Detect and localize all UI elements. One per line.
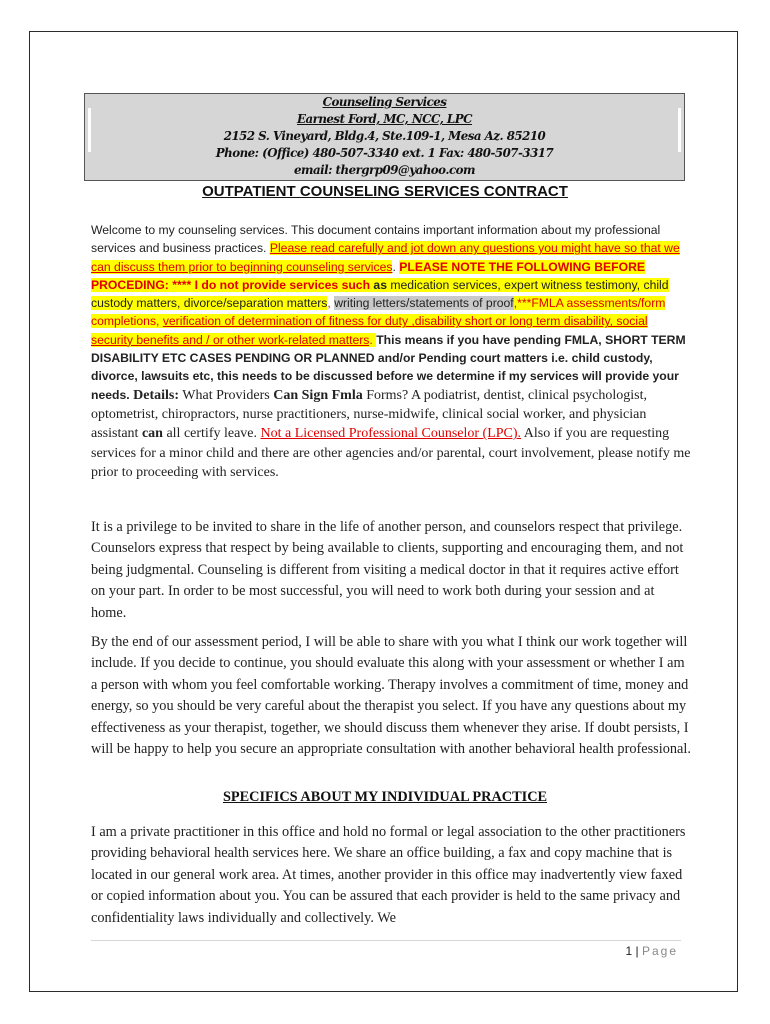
intro-fitness-for-duty: verification of determination of fitness for duty ,disability short or long term disability, social security benefits and / or other work-related matters bbox=[91, 314, 648, 347]
intro-period-2: . bbox=[369, 332, 377, 347]
letterhead-box bbox=[84, 93, 685, 181]
intro-what-providers: What Providers bbox=[179, 387, 274, 403]
page-separator: | bbox=[632, 944, 642, 958]
intro-certify-leave: all certify leave. bbox=[162, 426, 261, 442]
page-number: 1 bbox=[625, 944, 633, 958]
letterhead-address: 2152 S. Vineyard, Bldg.4, Ste.109-1, Mesa Az. 85210 bbox=[223, 129, 546, 143]
intro-fmla-forms: ,***FMLA assessments/form completions, bbox=[91, 296, 666, 329]
section-heading-specifics: SPECIFICS ABOUT MY INDIVIDUAL PRACTICE bbox=[222, 789, 548, 805]
intro-period: . bbox=[392, 259, 400, 274]
intro-welcome-text: Welcome to my counseling services. This document contains important information about my professional services and business practices. bbox=[91, 223, 661, 256]
intro-minor-child-note: Also if you are requesting services for a minor child and there are other agencies and/or parental, court involvement, please notify me prior to proceeding with services. bbox=[91, 426, 691, 480]
contract-title: OUTPATIENT COUNSELING SERVICES CONTRACT bbox=[202, 183, 568, 200]
page-label: Page bbox=[641, 944, 678, 958]
footer-divider bbox=[91, 940, 681, 941]
intro-details-label: Details: bbox=[129, 387, 180, 403]
intro-comma: , bbox=[327, 296, 335, 311]
intro-excluded-services: medication services, expert witness testimony, child custody matters, divorce/separation matters bbox=[91, 277, 669, 311]
intro-paragraph bbox=[91, 221, 691, 482]
page-footer bbox=[625, 944, 678, 958]
intro-please-note-warning: PLEASE NOTE THE FOLLOWING BEFORE PROCEDING: **** I do not provide services such bbox=[91, 259, 646, 292]
intro-as-word: as bbox=[370, 277, 391, 292]
letterhead-phone-fax: Phone: (Office) 480-507-3340 ext. 1 Fax: 480-507-3317 bbox=[215, 146, 554, 160]
intro-pending-cases-notice: This means if you have pending FMLA, SHORT TERM DISABILITY ETC CASES PENDING OR PLANNED and/or Pending court matters i.e. child custody, divorce, lawsuits etc, this needs to be discussed before we determine if my services will provide your needs. bbox=[91, 332, 686, 402]
intro-providers-list: Forms? A podiatrist, dentist, clinical psychologist, optometrist, chiropractors, nurse practitioners, nurse-midwife, clinical social worker, and physician assistant bbox=[91, 387, 647, 442]
privilege-paragraph: It is a privilege to be invited to share in the life of another person, and counselors respect that privilege. Counselors express that respect by being available to clients, supporting and encouraging them, and not being judgmental. Counseling is different from visiting a medical doctor in that it requires active effort on your part. In order to be most successful, you will need to work both during your session and at home. bbox=[91, 519, 684, 621]
intro-writing-letters: writing letters/statements of proof bbox=[334, 296, 514, 311]
letterhead-email: email: thergrp09@yahoo.com bbox=[294, 163, 475, 177]
intro-can-word: can bbox=[141, 426, 163, 442]
assessment-paragraph: By the end of our assessment period, I will be able to share with you what I think our work together will include. If you decide to continue, you should evaluate this along with your assessment or whether I am a person with whom you feel comfortable working. Therapy involves a commitment of time, money and energy, so you should be very careful about the therapist you select. If you have any questions about my effectiveness as your therapist, together, we should discuss them whenever they arise. If doubt persists, I will be happy to help you secure an appropriate consultation with another behavioral health professional. bbox=[91, 634, 691, 758]
letterhead-counselor-name: Earnest Ford, MC, NCC, LPC bbox=[297, 112, 472, 126]
intro-not-lpc-note: Not a Licensed Professional Counselor (LPC). bbox=[260, 426, 522, 442]
practice-paragraph: I am a private practitioner in this office and hold no formal or legal association to the other practitioners providing behavioral health services here. We share an office building, a fax and copy machine that is located in our general work area. At times, another provider in this office may inadvertently view faxed or copied information about you. You can be assured that each provider is held to the same privacy and confidentiality laws individually and collectively. We bbox=[91, 824, 686, 926]
intro-can-sign-fmla: Can Sign Fmla bbox=[273, 387, 363, 403]
intro-read-carefully-note: Please read carefully and jot down any questions you might have so that we can discuss them prior to beginning counseling services bbox=[91, 241, 680, 274]
letterhead-practice-name: Counseling Services bbox=[322, 95, 447, 109]
